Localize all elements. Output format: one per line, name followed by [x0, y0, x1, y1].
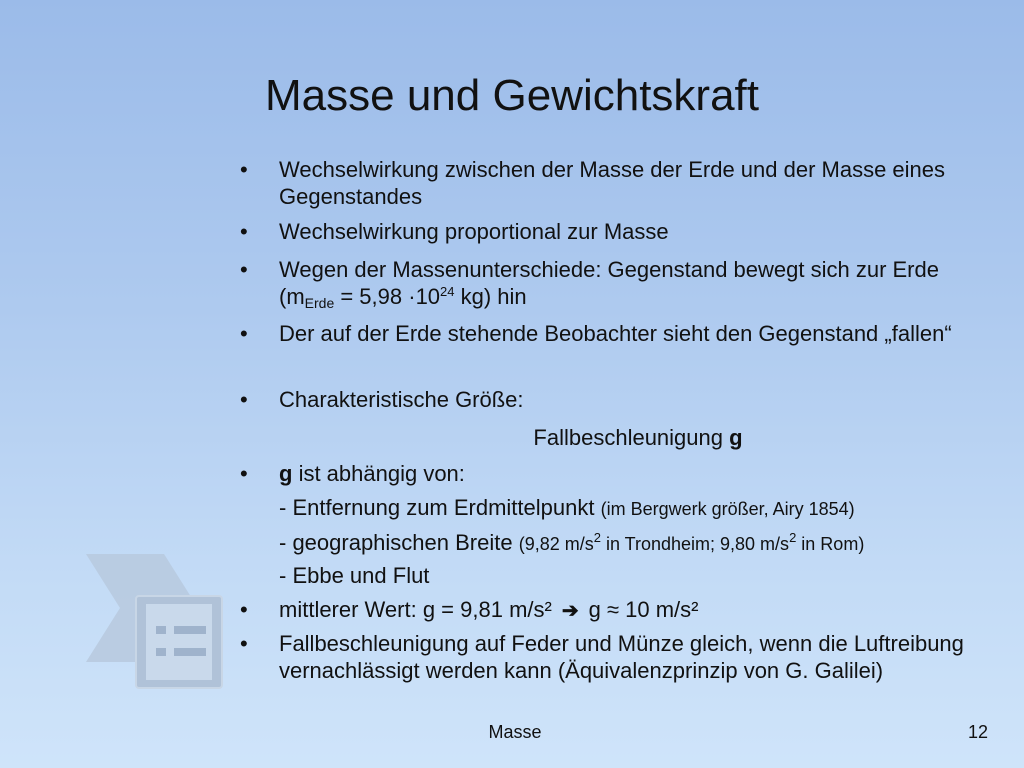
bullet-text: Fallbeschleunigung auf Feder und Münze gleich, wenn die Luftreibung vernachlässigt werden kann (Äquivalenzprinzip von G. Galilei): [279, 631, 964, 683]
mass-text-c: kg) hin: [454, 284, 527, 309]
page-number: 12: [967, 722, 988, 742]
bullet-marker: •: [240, 461, 248, 486]
sub-item-note: (im Bergwerk größer, Airy 1854): [600, 499, 855, 519]
note-c: in Rom): [796, 534, 865, 554]
g-symbol: g: [279, 461, 293, 486]
slide-title: Masse und Gewichtskraft: [265, 71, 759, 120]
subscript-erde: Erde: [304, 295, 335, 311]
note-a: (9,82 m/s: [518, 534, 594, 554]
mass-text-b: = 5,98 ·10: [334, 284, 441, 309]
quantity-name: Fallbeschleunigung: [533, 425, 730, 450]
bullet-marker: •: [240, 219, 248, 244]
bullet-text: Charakteristische Größe:: [279, 387, 524, 412]
bullet-marker: •: [240, 321, 248, 346]
exponent: 2: [789, 530, 797, 545]
sub-item-main: - Ebbe und Flut: [279, 563, 430, 588]
bullet-marker: •: [240, 387, 248, 412]
dependency-text: ist abhängig von:: [292, 461, 465, 486]
mean-value: mittlerer Wert: g = 9,81 m/s²: [279, 597, 552, 622]
bullet-text: Wechselwirkung zwischen der Masse der Erde und der Masse eines Gegenstandes: [279, 157, 946, 209]
exponent: 24: [440, 284, 455, 299]
quantity-symbol: g: [729, 425, 743, 450]
sub-item: [279, 529, 1009, 558]
document-list-icon: [86, 548, 228, 692]
footer-label: Masse: [488, 722, 542, 742]
sub-item-main: - Entfernung zum Erdmittelpunkt: [279, 495, 601, 520]
bullet-marker: •: [240, 597, 248, 622]
right-arrow-icon: ➔: [561, 600, 579, 622]
bullet-marker: •: [240, 257, 248, 282]
bullet-text: Wechselwirkung proportional zur Masse: [279, 219, 669, 244]
bullet-text: [279, 596, 999, 625]
sub-item: [279, 562, 1009, 589]
sub-item-main: - geographischen Breite: [279, 530, 519, 555]
exponent: 2: [593, 530, 601, 545]
approx-value: g ≈ 10 m/s²: [588, 597, 699, 622]
bullet-text: [279, 460, 999, 487]
bullet-text: Der auf der Erde stehende Beobachter sieht den Gegenstand „fallen“: [279, 321, 952, 346]
bullet-text: [279, 256, 999, 310]
mass-text-a: Wegen der Massenunterschiede: Gegenstand bewegt sich zur Erde (m: [279, 257, 939, 309]
note-b: in Trondheim; 9,80 m/s: [600, 534, 790, 554]
bullet-marker: •: [240, 157, 248, 182]
sub-item-note: [518, 530, 865, 554]
highlight-quantity: [240, 424, 1024, 451]
sub-item: [279, 494, 1009, 523]
bullet-marker: •: [240, 631, 248, 656]
